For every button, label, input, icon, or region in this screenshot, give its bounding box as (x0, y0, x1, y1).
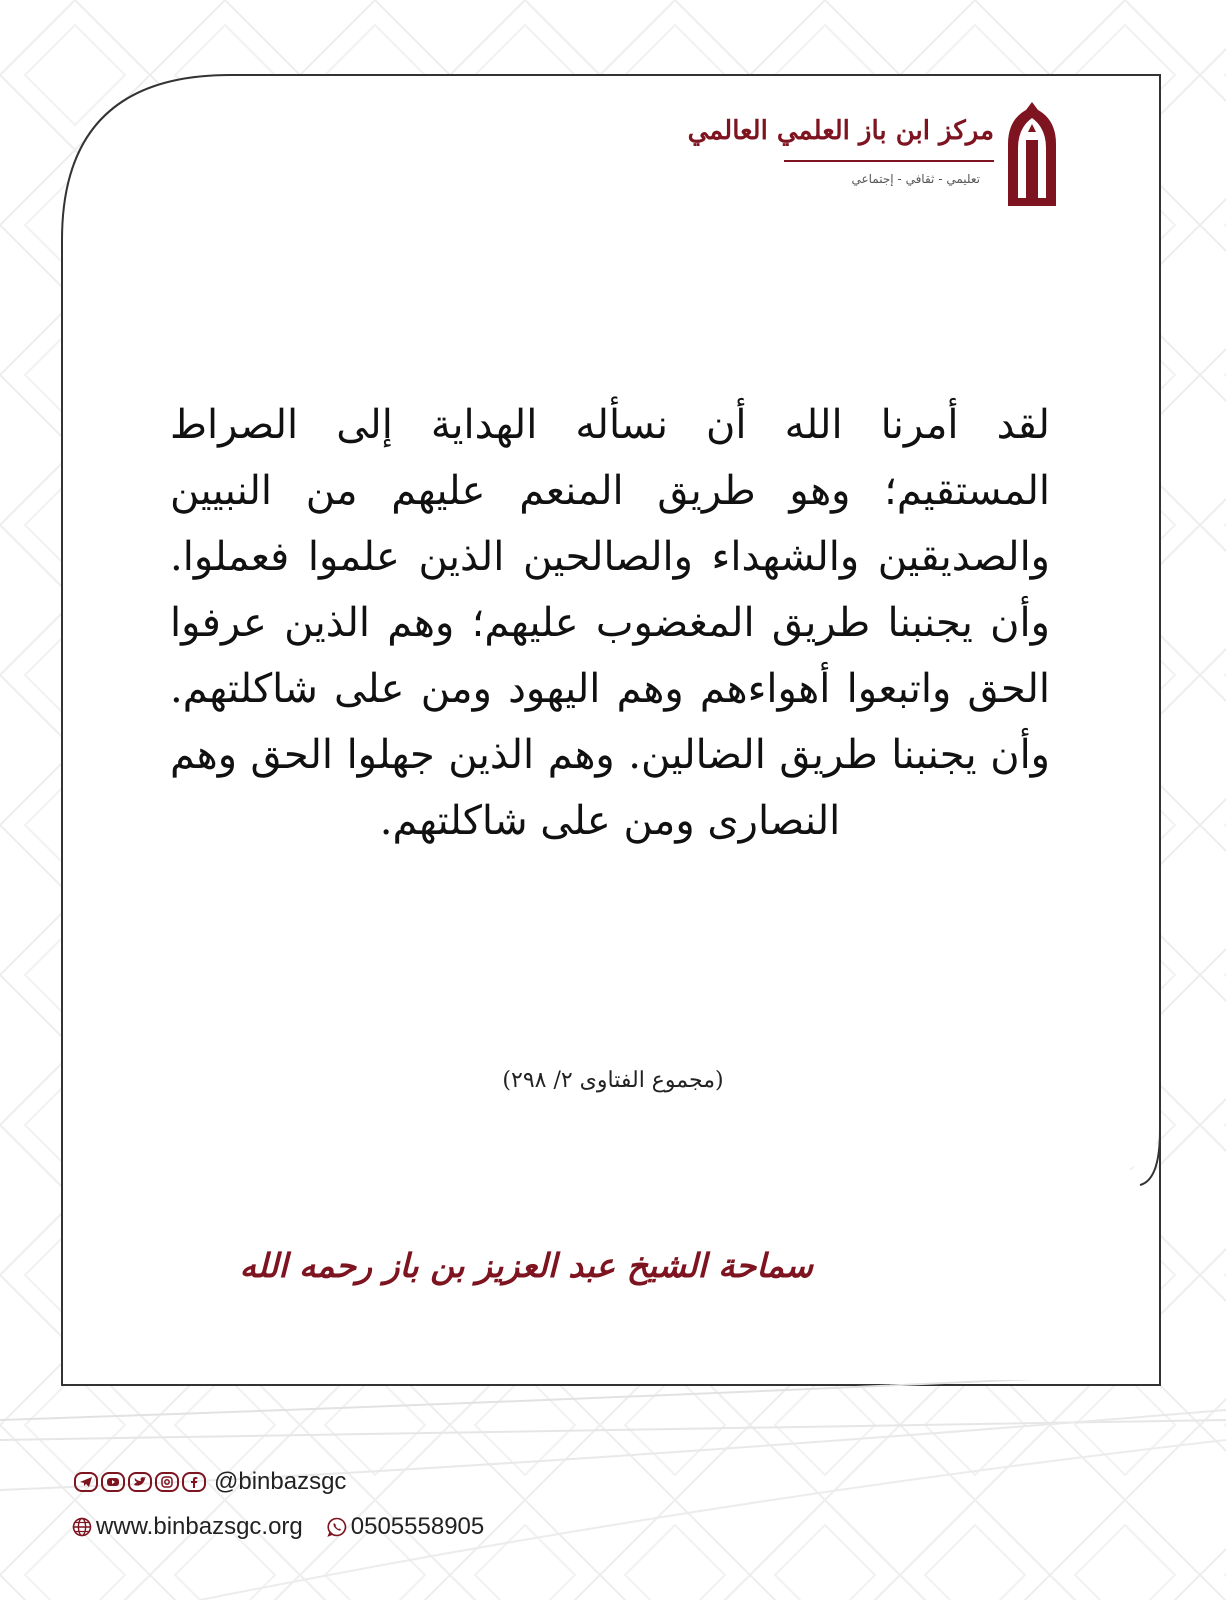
phone-contact[interactable] (327, 1513, 484, 1541)
social-handle[interactable]: @binbazsgc (214, 1468, 347, 1495)
youtube-icon[interactable] (101, 1472, 125, 1492)
globe-icon (72, 1517, 92, 1537)
contact-info (72, 1512, 484, 1542)
center-logo (687, 100, 1060, 210)
facebook-icon[interactable] (182, 1472, 206, 1492)
logo-tagline: تعليمي - ثقافي - إجتماعي (851, 172, 980, 186)
instagram-icon[interactable] (155, 1472, 179, 1492)
twitter-icon[interactable] (128, 1472, 152, 1492)
logo-title: مركز ابن باز العلمي العالمي (687, 116, 994, 146)
whatsapp-icon (327, 1517, 347, 1537)
telegram-icon[interactable] (74, 1472, 98, 1492)
signature: سماحة الشيخ عبد العزيز بن باز رحمه الله (239, 1246, 813, 1285)
mosque-emblem-icon (1004, 100, 1060, 208)
logo-divider (784, 160, 994, 162)
quote-text: لقد أمرنا الله أن نسأله الهداية إلى الصراط المستقيم؛ وهو طريق المنعم عليهم من النبيين والصديقين والشهداء والصالحين الذين علموا فعملوا. وأن يجنبنا طريق المغضوب عليهم؛ وهم الذين عرفوا الحق واتبعوا أهواءهم وهم اليهود ومن على شاكلتهم. وأن يجنبنا طريق الضالين. وهم الذين جهلوا الحق وهم النصارى ومن على شاكلتهم. (170, 402, 1050, 844)
website-link[interactable]: www.binbazsgc.org (96, 1513, 303, 1540)
phone-number[interactable]: 0505558905 (350, 1513, 485, 1540)
quote-reference: (مجموع الفتاوى ٢/ ٢٩٨) (502, 1068, 724, 1093)
social-links (74, 1468, 346, 1496)
